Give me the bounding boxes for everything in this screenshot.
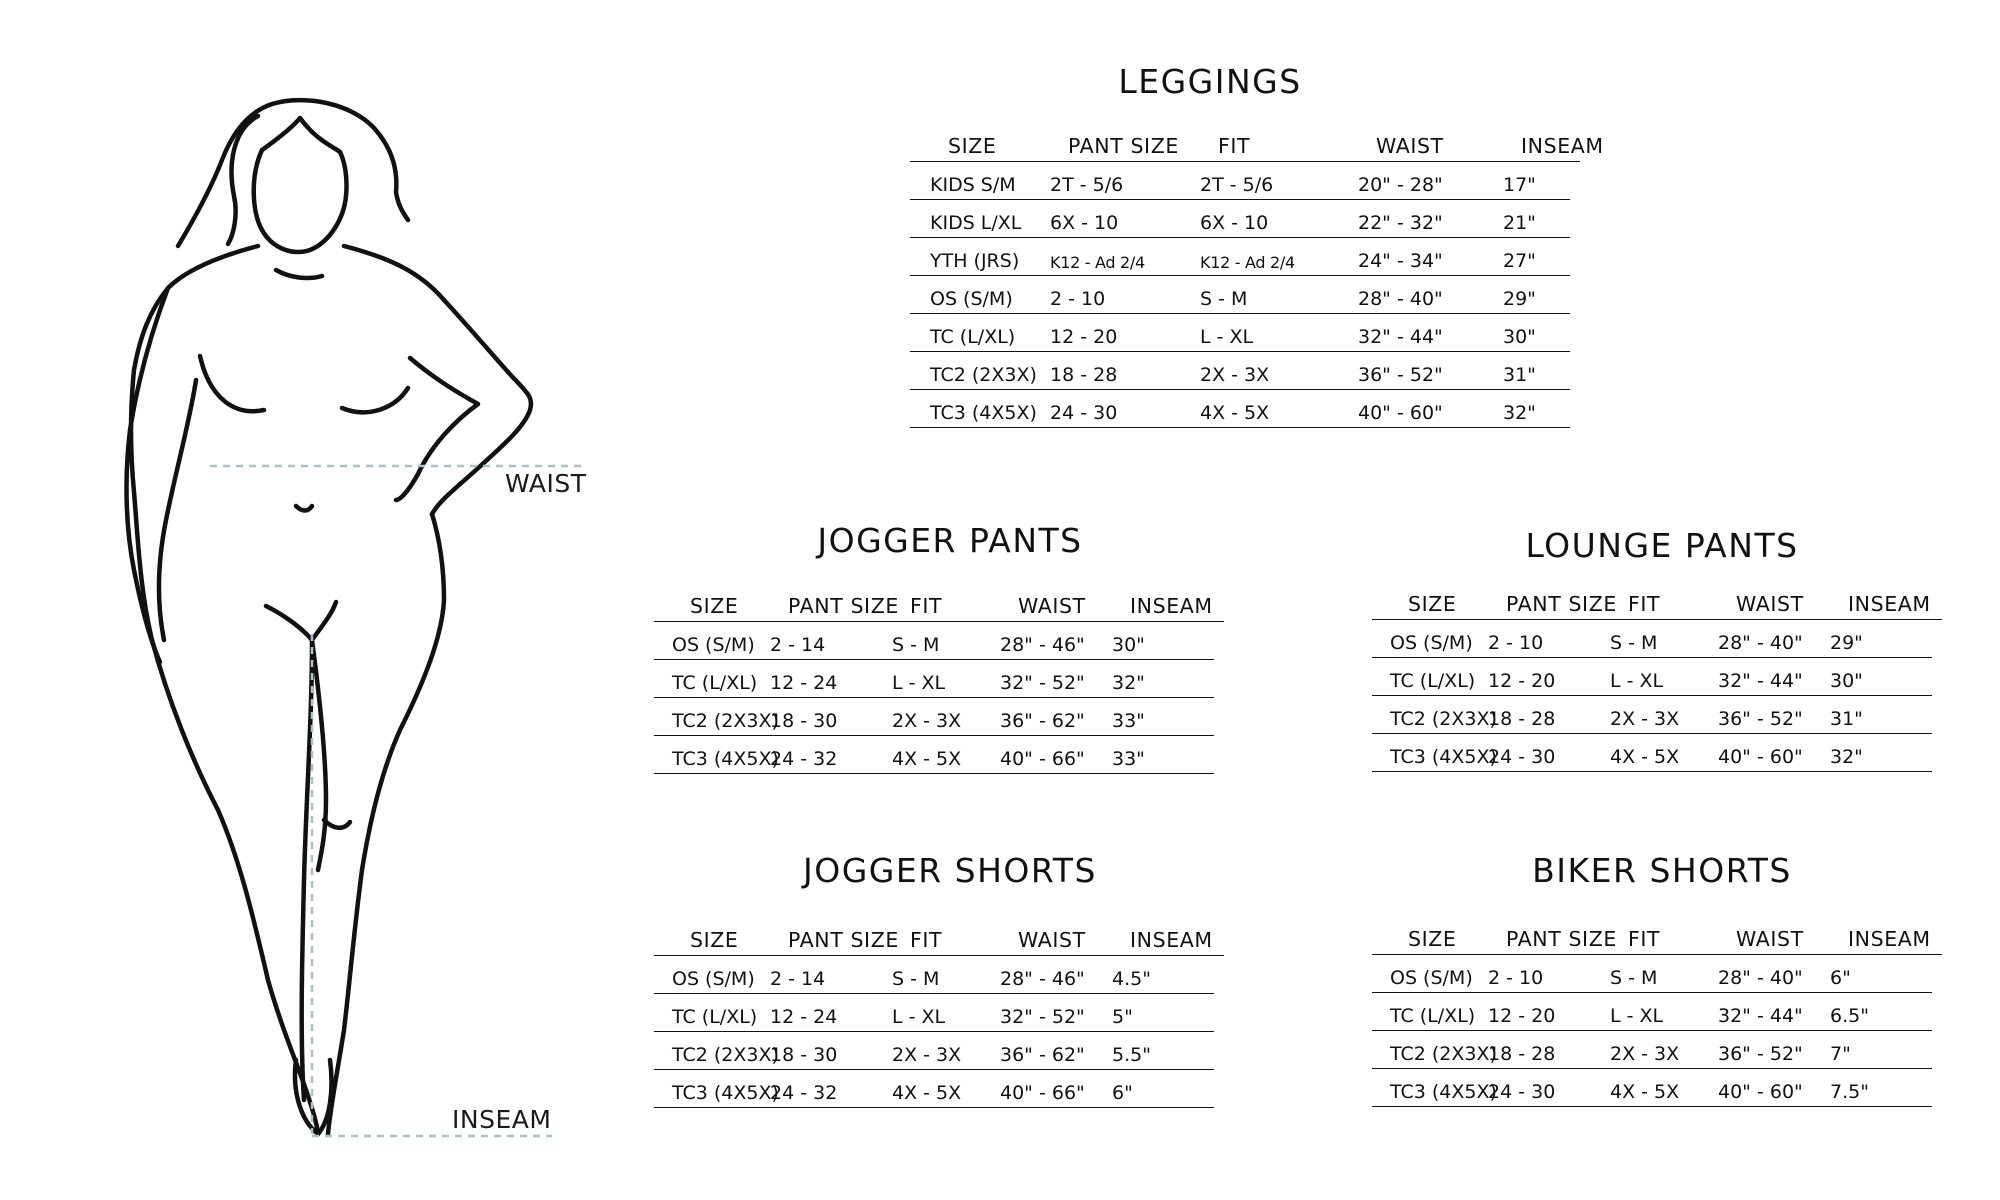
table-row [910, 314, 1580, 352]
table-cell: 2T - 5/6 [1050, 174, 1124, 196]
leggings-section [910, 60, 1604, 440]
table-cell: TC3 (4X5X) [672, 748, 779, 770]
table-cell: 5" [1112, 1006, 1133, 1028]
chest-right [342, 388, 408, 412]
section-title: LEGGINGS [1118, 62, 1302, 101]
hair-outline [178, 100, 408, 246]
column-header: SIZE [690, 594, 739, 618]
table-cell: 2X - 3X [1610, 708, 1680, 730]
table-cell: 5.5" [1112, 1044, 1151, 1066]
table-header-row [654, 918, 1224, 956]
section-title: JOGGER PANTS [817, 521, 1083, 560]
table-cell: 31" [1830, 708, 1863, 730]
jogger-pants-section [654, 520, 1229, 780]
table-cell: TC (L/XL) [1390, 670, 1476, 692]
table-cell: 12 - 20 [1488, 1005, 1556, 1027]
table-cell: 2 - 10 [1050, 288, 1106, 310]
table-cell: 36" - 52" [1718, 1043, 1803, 1065]
chest-left [200, 356, 264, 411]
table-cell: TC3 (4X5X) [930, 402, 1037, 424]
row-divider [654, 773, 1214, 774]
table-cell: TC3 (4X5X) [1390, 746, 1497, 768]
table-cell: 36" - 62" [1000, 1044, 1085, 1066]
column-header: PANT SIZE [1506, 927, 1617, 951]
table-cell: 12 - 24 [770, 1006, 838, 1028]
table-cell: 4X - 5X [892, 748, 962, 770]
table-cell: TC (L/XL) [672, 672, 758, 694]
table-cell: 17" [1503, 174, 1536, 196]
table-cell: 30" [1830, 670, 1863, 692]
table-cell: 21" [1503, 212, 1536, 234]
column-header: INSEAM [1848, 592, 1931, 616]
biker-shorts-section [1372, 850, 1947, 1110]
table-cell: TC2 (2X3X) [1390, 1043, 1497, 1065]
table-header-row [1372, 917, 1942, 955]
table-cell: 28" - 46" [1000, 968, 1085, 990]
table-cell: OS (S/M) [1390, 967, 1473, 989]
table-cell: 40" - 60" [1718, 746, 1803, 768]
table-header-row [654, 584, 1224, 622]
column-header: PANT SIZE [1068, 134, 1179, 158]
column-header: SIZE [948, 134, 997, 158]
table-cell: TC (L/XL) [1390, 1005, 1476, 1027]
table-cell: L - XL [892, 1006, 946, 1028]
table-cell: 40" - 66" [1000, 1082, 1085, 1104]
column-header: SIZE [1408, 927, 1457, 951]
table-cell: 28" - 46" [1000, 634, 1085, 656]
table-cell: 12 - 20 [1050, 326, 1118, 348]
table-row [654, 660, 1224, 698]
table-cell: 24" - 34" [1358, 250, 1443, 272]
table-cell: 33" [1112, 748, 1145, 770]
table-cell: K12 - Ad 2/4 [1050, 253, 1145, 272]
table-cell: 4X - 5X [1610, 746, 1680, 768]
table-cell: OS (S/M) [672, 968, 755, 990]
column-header: WAIST [1736, 592, 1804, 616]
table-cell: 2 - 10 [1488, 632, 1544, 654]
column-header: FIT [1628, 927, 1661, 951]
table-row [910, 162, 1580, 200]
table-cell: 4X - 5X [1200, 402, 1270, 424]
column-header: PANT SIZE [1506, 592, 1617, 616]
column-header: FIT [910, 928, 943, 952]
table-cell: 18 - 30 [770, 710, 838, 732]
table-cell: 12 - 20 [1488, 670, 1556, 692]
table-cell: 18 - 28 [1488, 1043, 1556, 1065]
body-figure-illustration [0, 0, 640, 1200]
table-cell: 32" - 52" [1000, 672, 1085, 694]
table-cell: L - XL [1610, 1005, 1664, 1027]
table-row [910, 238, 1580, 276]
collar-line [276, 270, 322, 278]
column-header: INSEAM [1130, 594, 1213, 618]
column-header: SIZE [1408, 592, 1457, 616]
table-cell: 22" - 32" [1358, 212, 1443, 234]
column-header: FIT [1218, 134, 1251, 158]
table-row [1372, 696, 1942, 734]
column-header: WAIST [1018, 594, 1086, 618]
hair-swoop [262, 118, 340, 152]
table-row [654, 622, 1224, 660]
row-divider [910, 427, 1570, 428]
table-cell: TC2 (2X3X) [672, 710, 779, 732]
table-cell: TC2 (2X3X) [930, 364, 1037, 386]
table-cell: 29" [1503, 288, 1536, 310]
row-divider [654, 1107, 1214, 1108]
table-row [910, 276, 1580, 314]
column-header: SIZE [690, 928, 739, 952]
table-cell: KIDS S/M [930, 174, 1016, 196]
table-cell: S - M [1200, 288, 1248, 310]
groin-line [266, 602, 336, 640]
table-row [654, 736, 1224, 774]
table-row [1372, 993, 1942, 1031]
table-row [654, 1032, 1224, 1070]
table-header-row [910, 124, 1604, 162]
table-cell: 2X - 3X [1200, 364, 1270, 386]
table-cell: 18 - 30 [770, 1044, 838, 1066]
table-row [1372, 1069, 1942, 1107]
column-header: INSEAM [1130, 928, 1213, 952]
column-header: PANT SIZE [788, 928, 899, 952]
table-cell: 27" [1503, 250, 1536, 272]
table-cell: 29" [1830, 632, 1863, 654]
table-cell: OS (S/M) [930, 288, 1013, 310]
table-cell: 32" - 52" [1000, 1006, 1085, 1028]
left-body-outline [131, 246, 318, 1134]
table-cell: TC2 (2X3X) [1390, 708, 1497, 730]
table-row [654, 994, 1224, 1032]
table-cell: S - M [1610, 632, 1658, 654]
section-title: LOUNGE PANTS [1525, 526, 1799, 565]
lounge-pants-section [1372, 525, 1947, 785]
table-cell: 36" - 52" [1358, 364, 1443, 386]
table-cell: L - XL [1200, 326, 1254, 348]
table-row [910, 352, 1580, 390]
table-cell: TC (L/XL) [930, 326, 1016, 348]
table-row [1372, 734, 1942, 772]
table-cell: 4.5" [1112, 968, 1151, 990]
inseam-label: INSEAM [452, 1105, 552, 1134]
table-cell: 18 - 28 [1488, 708, 1556, 730]
waist-label: WAIST [505, 469, 587, 498]
table-cell: 32" - 44" [1358, 326, 1443, 348]
table-cell: 40" - 66" [1000, 748, 1085, 770]
left-arm-inner [159, 380, 196, 640]
table-row [1372, 658, 1942, 696]
table-cell: 24 - 30 [1488, 746, 1556, 768]
column-header: FIT [910, 594, 943, 618]
table-cell: S - M [892, 968, 940, 990]
column-header: PANT SIZE [788, 594, 899, 618]
table-cell: 2X - 3X [892, 710, 962, 732]
section-title: BIKER SHORTS [1532, 851, 1792, 890]
column-header: WAIST [1736, 927, 1804, 951]
table-row [1372, 1031, 1942, 1069]
table-cell: 40" - 60" [1718, 1081, 1803, 1103]
knee-mark [324, 820, 350, 828]
table-cell: 31" [1503, 364, 1536, 386]
column-header: INSEAM [1521, 134, 1604, 158]
table-cell: 2X - 3X [1610, 1043, 1680, 1065]
table-cell: 32" [1112, 672, 1145, 694]
table-cell: 32" [1830, 746, 1863, 768]
table-cell: 32" - 44" [1718, 1005, 1803, 1027]
table-cell: S - M [1610, 967, 1658, 989]
table-cell: 36" - 62" [1000, 710, 1085, 732]
table-cell: 2 - 14 [770, 634, 826, 656]
right-inner-leg [312, 640, 326, 870]
column-header: FIT [1628, 592, 1661, 616]
table-cell: 18 - 28 [1050, 364, 1118, 386]
table-row [654, 698, 1224, 736]
table-row [654, 1070, 1224, 1108]
table-cell: 24 - 32 [770, 748, 838, 770]
table-cell: TC (L/XL) [672, 1006, 758, 1028]
table-cell: TC2 (2X3X) [672, 1044, 779, 1066]
table-cell: 7" [1830, 1043, 1851, 1065]
table-cell: 6" [1830, 967, 1851, 989]
table-cell: 24 - 30 [1050, 402, 1118, 424]
table-cell: 6X - 10 [1200, 212, 1269, 234]
table-cell: 24 - 32 [770, 1082, 838, 1104]
table-cell: S - M [892, 634, 940, 656]
column-header: WAIST [1018, 928, 1086, 952]
table-row [910, 390, 1580, 428]
table-cell: 40" - 60" [1358, 402, 1443, 424]
table-cell: 6" [1112, 1082, 1133, 1104]
table-cell: 12 - 24 [770, 672, 838, 694]
table-cell: 7.5" [1830, 1081, 1869, 1103]
table-cell: 4X - 5X [1610, 1081, 1680, 1103]
table-cell: 30" [1112, 634, 1145, 656]
left-inner-leg [302, 640, 312, 1100]
table-cell: L - XL [1610, 670, 1664, 692]
table-cell: 2 - 14 [770, 968, 826, 990]
table-row [910, 200, 1580, 238]
table-cell: 28" - 40" [1718, 632, 1803, 654]
table-cell: K12 - Ad 2/4 [1200, 253, 1295, 272]
table-cell: 30" [1503, 326, 1536, 348]
table-row [1372, 955, 1942, 993]
table-cell: 36" - 52" [1718, 708, 1803, 730]
table-cell: 33" [1112, 710, 1145, 732]
table-cell: 4X - 5X [892, 1082, 962, 1104]
table-cell: 28" - 40" [1358, 288, 1443, 310]
row-divider [1372, 771, 1932, 772]
table-cell: 6.5" [1830, 1005, 1869, 1027]
table-row [654, 956, 1224, 994]
table-cell: 2 - 10 [1488, 967, 1544, 989]
column-header: INSEAM [1848, 927, 1931, 951]
table-cell: 2T - 5/6 [1200, 174, 1274, 196]
row-divider [1372, 1106, 1932, 1107]
table-cell: 6X - 10 [1050, 212, 1119, 234]
section-title: JOGGER SHORTS [803, 851, 1097, 890]
table-cell: 32" [1503, 402, 1536, 424]
jogger-shorts-section [654, 850, 1229, 1110]
table-cell: OS (S/M) [672, 634, 755, 656]
table-cell: 28" - 40" [1718, 967, 1803, 989]
table-row [1372, 620, 1942, 658]
table-cell: TC3 (4X5X) [1390, 1081, 1497, 1103]
table-header-row [1372, 582, 1942, 620]
table-cell: 2X - 3X [892, 1044, 962, 1066]
navel [296, 506, 312, 511]
table-cell: 24 - 30 [1488, 1081, 1556, 1103]
table-cell: KIDS L/XL [930, 212, 1022, 234]
table-cell: 32" - 44" [1718, 670, 1803, 692]
face-outline [254, 150, 347, 252]
table-cell: OS (S/M) [1390, 632, 1473, 654]
table-cell: 20" - 28" [1358, 174, 1443, 196]
table-cell: YTH (JRS) [930, 250, 1020, 272]
column-header: WAIST [1376, 134, 1444, 158]
table-cell: TC3 (4X5X) [672, 1082, 779, 1104]
table-cell: L - XL [892, 672, 946, 694]
